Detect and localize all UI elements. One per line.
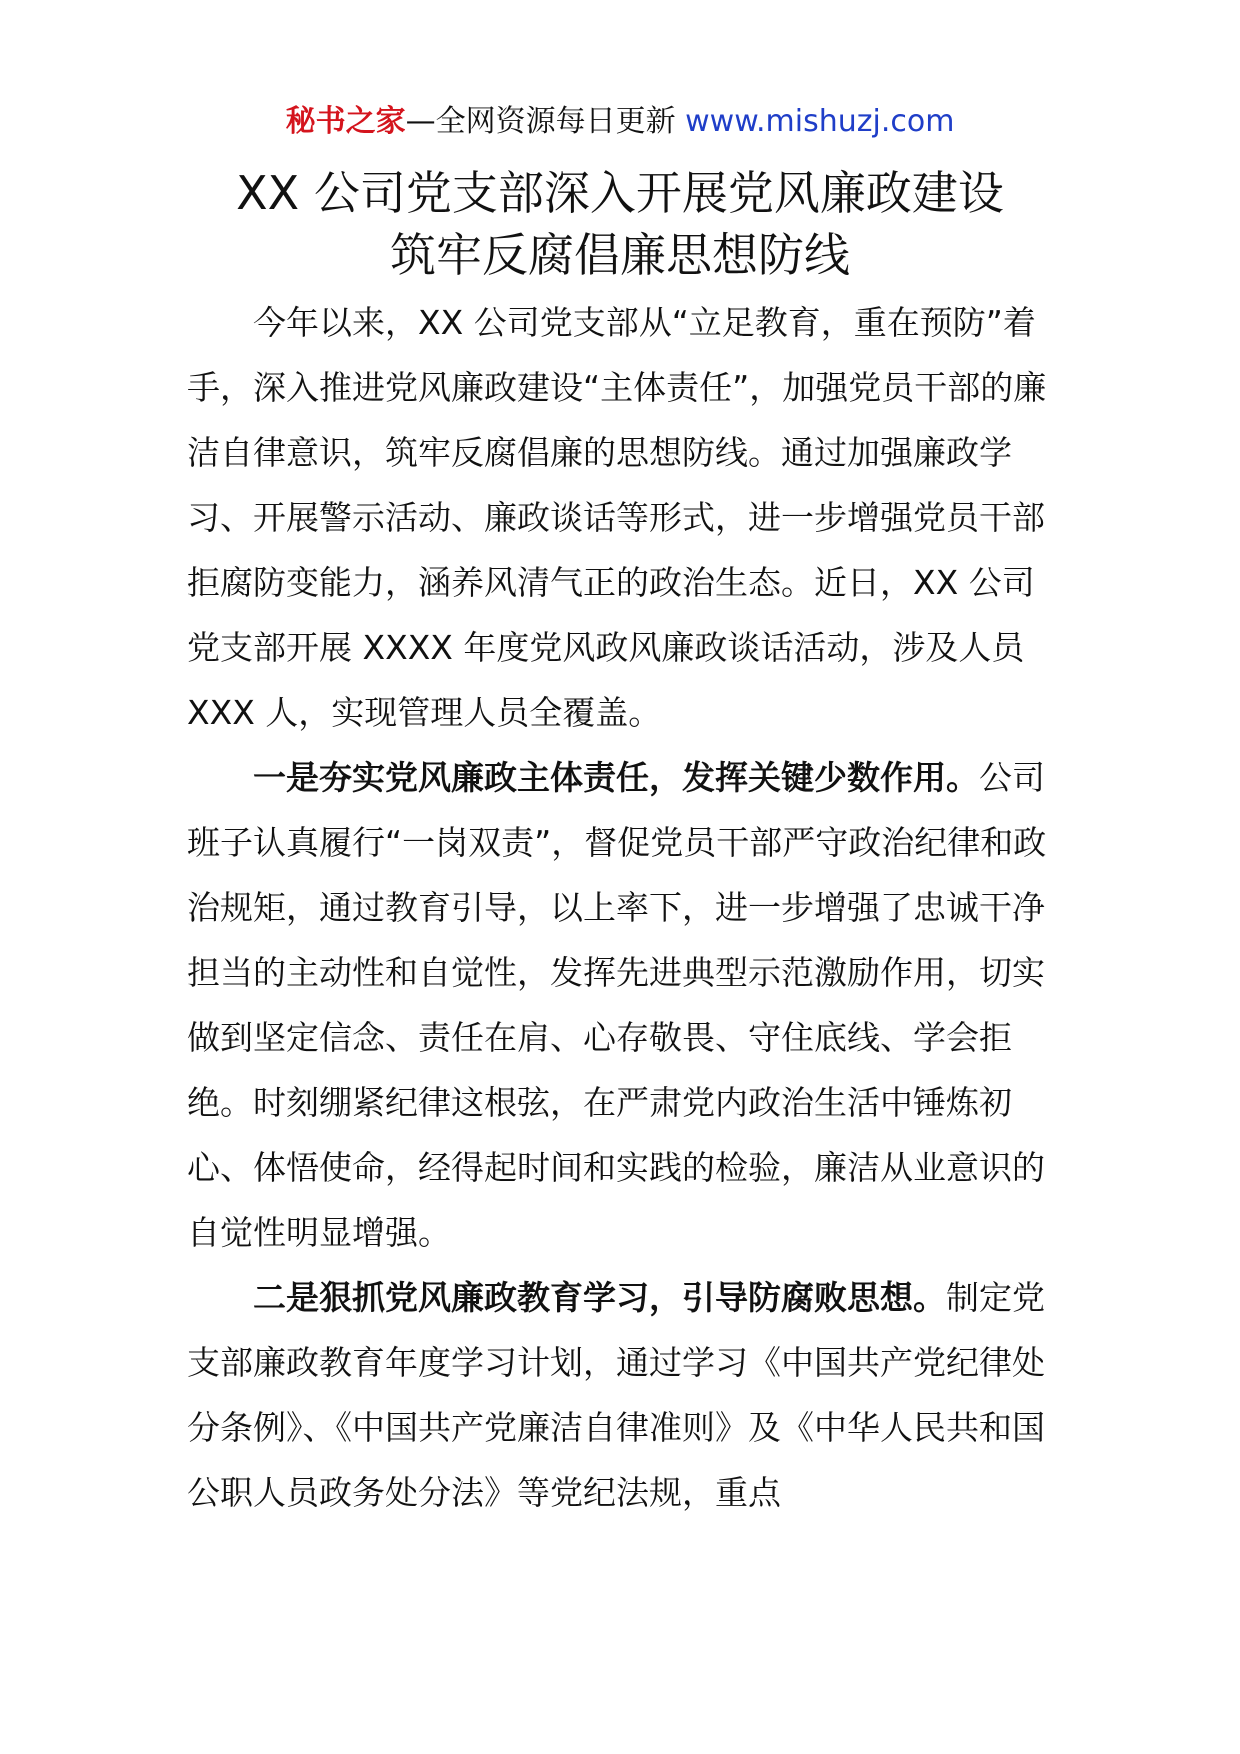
brand-name[interactable]: 秘书之家 bbox=[285, 104, 406, 139]
document-body bbox=[187, 290, 1057, 1525]
site-header bbox=[0, 100, 1240, 144]
paragraph-text: 公司班子认真履行“一岗双责”，督促党员干部严守政治纪律和政治规矩，通过教育引导，以上率下，进一步增强了忠诚干净担当的主动性和自觉性，发挥先进典型示范激励作用，切实做到坚定信念、责任在肩、心存敬畏、守住底线、学会拒绝。时刻绷紧纪律这根弦，在严肃党内政治生活中锤炼初心、体悟使命，经得起时间和实践的检验，廉洁从业意识的自觉性明显增强。 bbox=[187, 758, 1047, 1252]
paragraph-text: 制定党支部廉政教育年度学习计划，通过学习《中国共产党纪律处分条例》、《中国共产党廉洁自律准则》及《中华人民共和国公职人员政务处分法》等党纪法规，重点 bbox=[187, 1278, 1045, 1512]
paragraph-intro bbox=[187, 290, 1057, 745]
header-tagline: —全网资源每日更新 bbox=[405, 104, 686, 139]
paragraph-lead: 二是狠抓党风廉政教育学习，引导防腐败思想。 bbox=[253, 1278, 946, 1317]
paragraph-text: 今年以来，XX 公司党支部从“立足教育，重在预防”着手，深入推进党风廉政建设“主体责任”，加强党员干部的廉洁自律意识，筑牢反腐倡廉的思想防线。通过加强廉政学习、开展警示活动、廉政谈话等形式，进一步增强党员干部拒腐防变能力，涵养风清气正的政治生态。近日，XX 公司党支部开展 XXXX 年度党风政风廉政谈话活动，涉及人员 XXX 人，实现管理人员全覆盖。 bbox=[187, 303, 1047, 732]
paragraph-lead: 一是夯实党风廉政主体责任，发挥关键少数作用。 bbox=[253, 758, 979, 797]
paragraph-point-2 bbox=[187, 1265, 1057, 1525]
paragraph-point-1 bbox=[187, 745, 1057, 1265]
document-title-line2: 筑牢反腐倡廉思想防线 bbox=[390, 228, 850, 282]
document-title-line1: XX 公司党支部深入开展党风廉政建设 bbox=[236, 166, 1004, 220]
site-url-link[interactable]: www.mishuzj.com bbox=[685, 104, 955, 139]
